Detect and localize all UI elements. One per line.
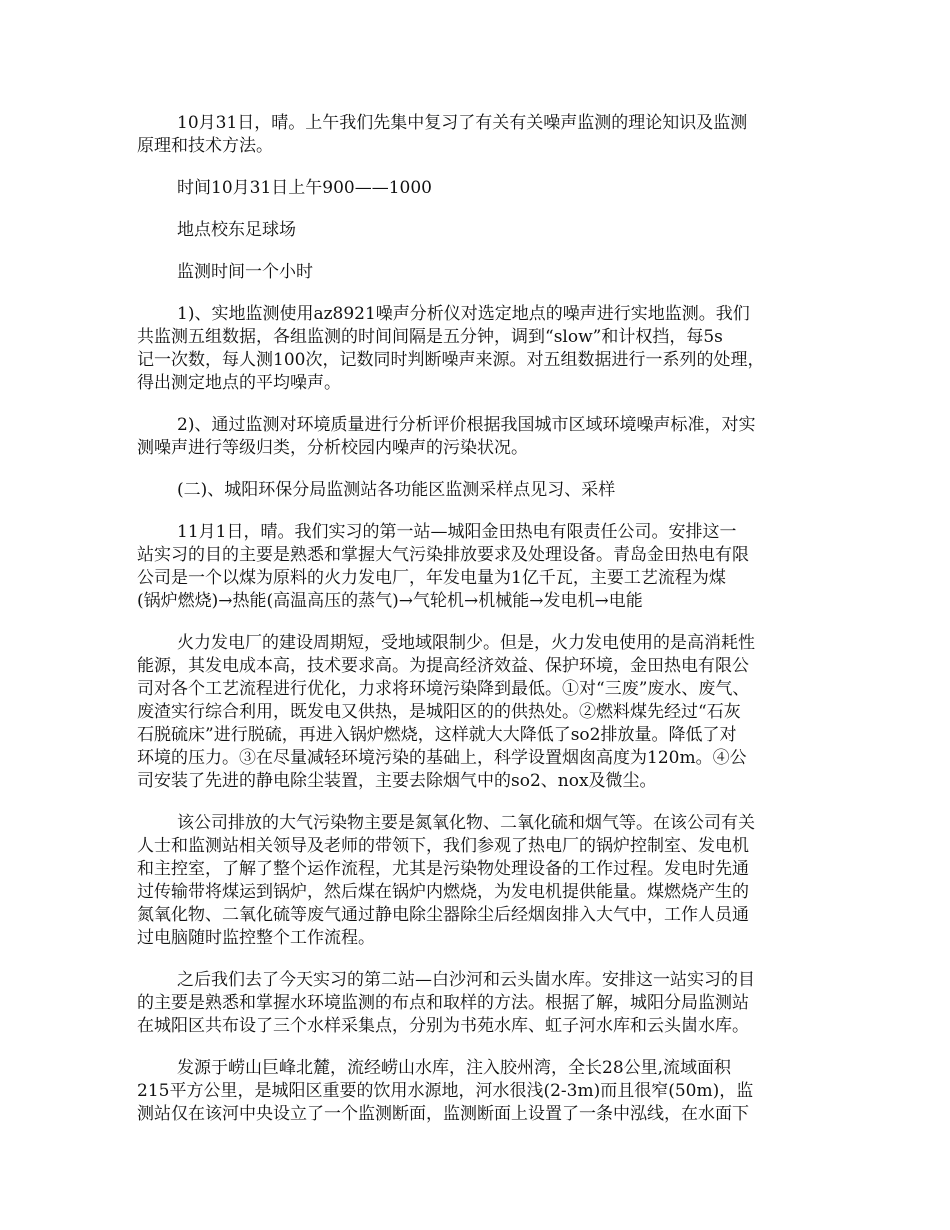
paragraph-line: 地点校东足球场 <box>177 220 296 240</box>
paragraph <box>137 479 815 502</box>
paragraph <box>137 261 815 284</box>
paragraph <box>137 303 815 395</box>
paragraph-line: 人士和监测站相关领导及老师的带领下，我们参观了热电厂的锅炉控制室、发电机 <box>137 836 749 856</box>
paragraph <box>137 632 815 793</box>
paragraph-line: 监测时间一个小时 <box>177 262 313 282</box>
paragraph-line: 废渣实行综合利用，既发电又供热，是城阳区的的供热处。②燃料煤先经过“石灰 <box>137 702 741 722</box>
paragraph-line: 11月1日，晴。我们实习的第一站—城阳金田热电有限责任公司。安排这一 <box>177 522 737 542</box>
paragraph-line: 和主控室，了解了整个运作流程，尤其是污染物处理设备的工作过程。发电时先通 <box>137 859 749 879</box>
paragraph-line: 过传输带将煤运到锅炉，然后煤在锅炉内燃烧，为发电机提供能量。煤燃烧产生的 <box>137 882 749 902</box>
paragraph-line: 司对各个工艺流程进行优化，力求将环境污染降到最低。①对“三废”废水、废气、 <box>137 679 750 699</box>
paragraph <box>137 177 815 200</box>
paragraph-line: 能源，其发电成本高，技术要求高。为提高经济效益、保护环境，金田热电有限公 <box>137 656 749 676</box>
paragraph-line: (二)、城阳环保分局监测站各功能区监测采样点见习、采样 <box>177 480 616 500</box>
paragraph-line: 过电脑随时监控整个工作流程。 <box>137 928 375 948</box>
paragraph-line: 得出测定地点的平均噪声。 <box>137 373 341 393</box>
paragraph-line: 2)、通过监测对环境质量进行分析评价根据我国城市区域环境噪声标准，对实 <box>177 415 756 435</box>
paragraph-line: 时间10月31日上午900——1000 <box>177 178 432 198</box>
paragraph-line: 站实习的目的主要是熟悉和掌握大气污染排放要求及处理设备。青岛金田热电有限 <box>137 545 749 565</box>
paragraph-line: 测站仅在该河中央设立了一个监测断面，监测断面上设置了一条中泓线，在水面下 <box>137 1104 749 1124</box>
paragraph-line: 215平方公里，是城阳区重要的饮用水源地，河水很浅(2-3m)而且很窄(50m)，监 <box>137 1081 754 1101</box>
paragraph-line: 10月31日，晴。上午我们先集中复习了有关有关噪声监测的理论知识及监测 <box>177 113 748 133</box>
paragraph <box>137 812 815 950</box>
paragraph-line: 火力发电厂的建设周期短，受地域限制少。但是，火力发电使用的是高消耗性 <box>177 633 755 653</box>
paragraph-line: 公司是一个以煤为原料的火力发电厂，年发电量为1亿千瓦，主要工艺流程为煤 <box>137 568 726 588</box>
paragraph-line: 共监测五组数据，各组监测的时间间隔是五分钟，调到“slow”和计权挡，每5s <box>137 327 723 347</box>
paragraph-line: 发源于崂山巨峰北麓，流经崂山水库，注入胶州湾，全长28公里,流域面积 <box>177 1058 732 1078</box>
paragraph <box>137 1057 815 1126</box>
paragraph-line: 原理和技术方法。 <box>137 136 273 156</box>
paragraph-line: 环境的压力。③在尽量减轻环境污染的基础上，科学设置烟囱高度为120m。④公 <box>137 748 747 768</box>
paragraph-line: 在城阳区共布设了三个水样采集点，分别为书苑水库、虹子河水库和云头崮水库。 <box>137 1016 749 1036</box>
paragraph-line: 之后我们去了今天实习的第二站—白沙河和云头崮水库。安排这一站实习的目 <box>177 970 755 990</box>
paragraph <box>137 969 815 1038</box>
paragraph-line: 司安装了先进的静电除尘装置，主要去除烟气中的so2、nox及微尘。 <box>137 771 657 791</box>
paragraph <box>137 521 815 613</box>
paragraph-line: 石脱硫床”进行脱硫，再进入锅炉燃烧，这样就大大降低了so2排放量。降低了对 <box>137 725 737 745</box>
paragraph-line: 测噪声进行等级归类，分析校园内噪声的污染状况。 <box>137 438 528 458</box>
paragraph <box>137 219 815 242</box>
document-body <box>137 112 815 1145</box>
paragraph-line: 1)、实地监测使用az8921噪声分析仪对选定地点的噪声进行实地监测。我们 <box>177 304 750 324</box>
paragraph-line: 该公司排放的大气污染物主要是氮氧化物、二氧化硫和烟气等。在该公司有关 <box>177 813 755 833</box>
paragraph <box>137 414 815 460</box>
paragraph-line: (锅炉燃烧)→热能(高温高压的蒸气)→气轮机→机械能→发电机→电能 <box>137 591 643 611</box>
paragraph-line: 的主要是熟悉和掌握水环境监测的布点和取样的方法。根据了解，城阳分局监测站 <box>137 993 749 1013</box>
paragraph-line: 氮氧化物、二氧化硫等废气通过静电除尘器除尘后经烟囱排入大气中，工作人员通 <box>137 905 749 925</box>
paragraph <box>137 112 815 158</box>
paragraph-line: 记一次数，每人测100次，记数同时判断噪声来源。对五组数据进行一系列的处理， <box>137 350 765 370</box>
